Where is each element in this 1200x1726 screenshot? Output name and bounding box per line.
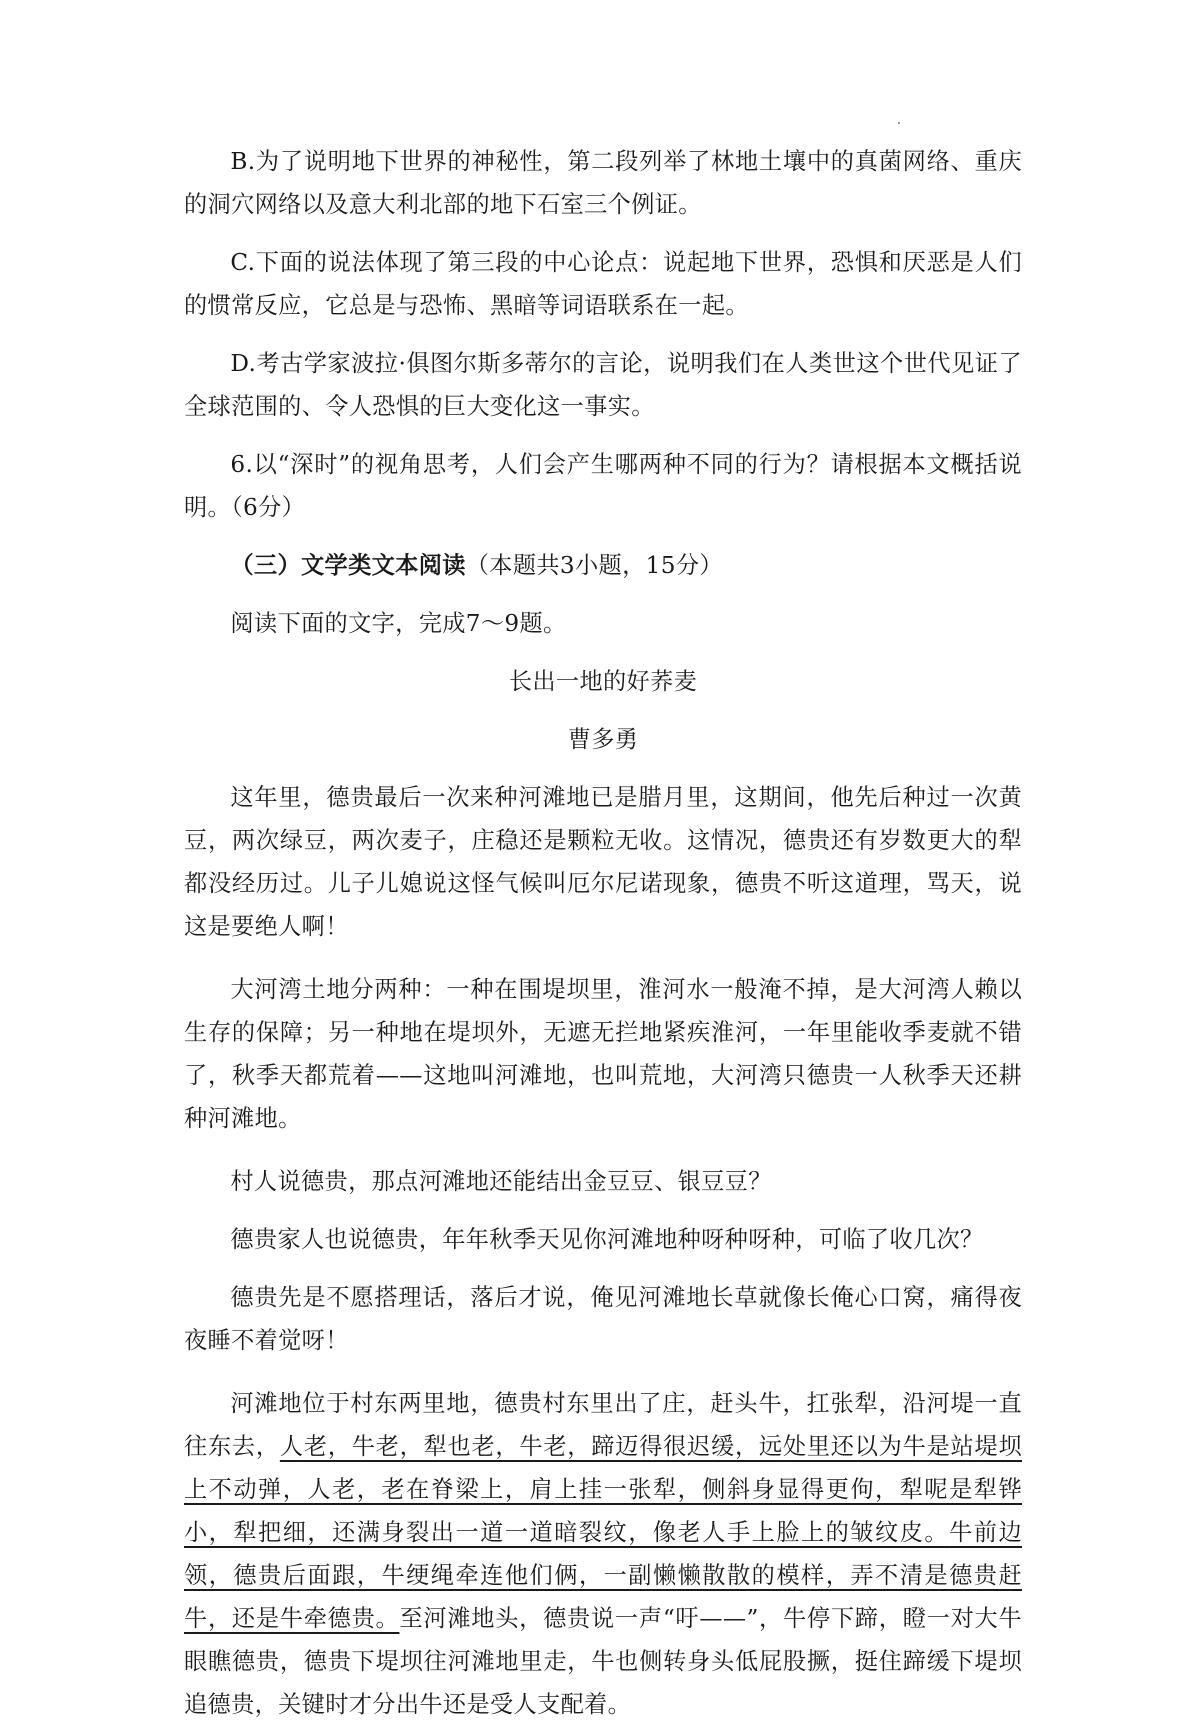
story-title: 长出一地的好荞麦 [508,668,698,695]
story-paragraph-3: 村人说德贵，那点河滩地还能结出金豆豆、银豆豆？ [230,1168,772,1195]
scan-speck [898,122,900,124]
section-note: （本题共3小题，15分） [465,552,723,579]
section-title: （三）文学类文本阅读 [230,552,466,579]
story-paragraph-4: 德贵家人也说德贵，年年秋季天见你河滩地种呀种呀种，可临了收几次？ [230,1226,984,1253]
section-heading [184,544,1022,587]
option-b: B.为了说明地下世界的神秘性，第二段列举了林地土壤中的真菌网络、重庆的洞穴网络以及意大利北部的地下石室三个例证。 [184,148,1022,218]
option-c: C.下面的说法体现了第三段的中心论点：说起地下世界，恐惧和厌恶是人们的惯常反应，它总是与恐怖、黑暗等词语联系在一起。 [184,249,1022,319]
story-paragraph-1: 这年里，德贵最后一次来种河滩地已是腊月里，这期间，他先后种过一次黄豆，两次绿豆，两次麦子，庄稳还是颗粒无收。这情况，德贵还有岁数更大的犁都没经历过。儿子儿媳说这怪气候叫厄尔尼诺现象，德贵不听这道理，骂天，说这是要绝人啊！ [184,784,1022,940]
paragraph-6-ending: 至河滩地头，德贵说一声“吁——”，牛停下蹄，瞪一对大牛眼瞧德贵，德贵下堤坝往河滩地里走，牛也侧转身头低屁股撅，挺住蹄缓下堤坝追德贵，关键时才分出牛还是受人支配着。 [184,1605,1022,1718]
story-author: 曹多勇 [567,726,639,753]
paragraph-6-intro: 河滩地位于村东两里地，德贵村东里出了庄，赶头牛，扛张犁，沿河堤一直往东去， [184,1390,1022,1460]
story-paragraph-5: 德贵先是不愿搭理话，落后才说，俺见河滩地长草就像长俺心口窝，痛得夜夜睡不着觉呀！ [184,1284,1022,1354]
question-6: 6.以“深时”的视角思考，人们会产生哪两种不同的行为？请根据本文概括说明。（6分） [184,451,1022,521]
reading-instruction: 阅读下面的文字，完成7～9题。 [230,610,567,637]
page-content [184,140,1022,1726]
underlined-passage-1: 人老，牛老，犁也老，牛老，蹄迈得很迟缓，远处里还以为牛是站堤坝上不动弹，人老，老在脊梁上，肩上挂一张犁，侧斜身显得更佝，犁呢是犁铧小，犁把细，还满身裂出一道一道暗裂纹，像老人手上脸上的皱纹皮。 [184,1433,1022,1546]
underlined-passage-2: 牛前边领，德贵后面跟，牛绠绳牵连他们俩，一副懒懒散散的模样，弄不清是德贵赶牛，还是牛牵德贵。 [184,1519,1022,1632]
story-paragraph-2: 大河湾土地分两种：一种在围堤坝里，淮河水一般淹不掉，是大河湾人赖以生存的保障；另一种地在堤坝外，无遮无拦地紧疾淮河，一年里能收季麦就不错了，秋季天都荒着——这地叫河滩地，也叫荒地，大河湾只德贵一人秋季天还耕种河滩地。 [184,976,1022,1132]
story-paragraph-6 [184,1382,1022,1726]
option-d: D.考古学家波拉·俱图尔斯多蒂尔的言论，说明我们在人类世这个世代见证了全球范围的、令人恐惧的巨大变化这一事实。 [184,350,1022,420]
